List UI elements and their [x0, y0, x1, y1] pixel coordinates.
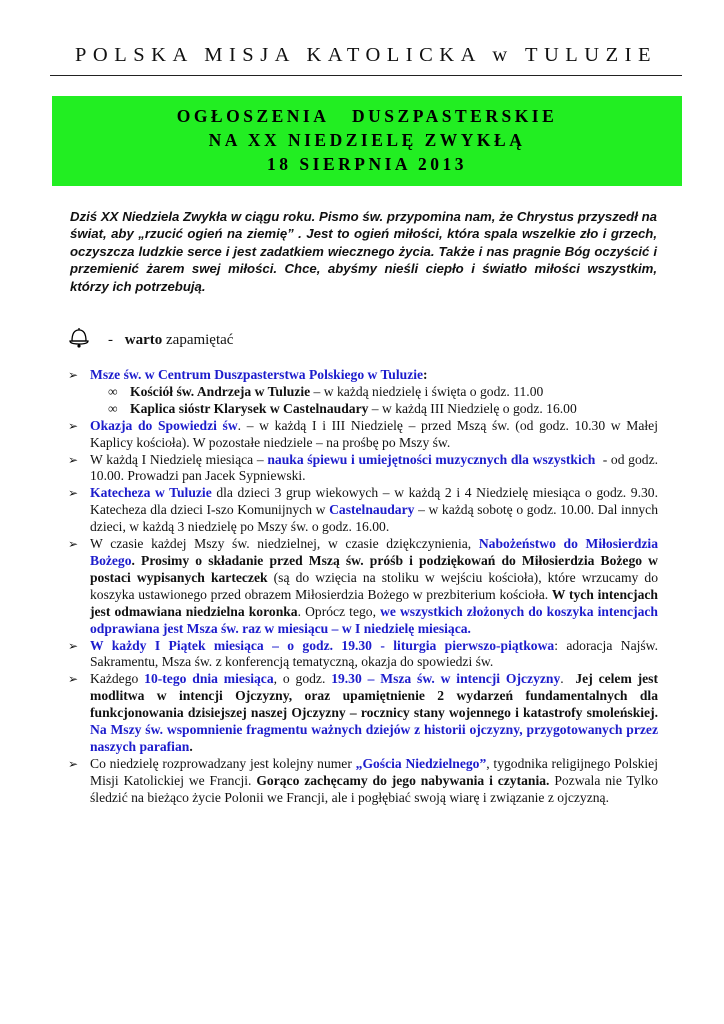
gosc-intro: Co niedzielę rozprowadzany jest kolejny numer [90, 755, 356, 771]
homeland-intro: Każdego [90, 671, 145, 687]
music-intro: W każdą I Niedzielę miesiąca – [90, 451, 268, 467]
mercy-text: . Prosimy o [131, 552, 209, 568]
list-item [68, 756, 658, 807]
chapel-time: – w każdą III Niedzielę o godz. 16.00 [368, 400, 577, 416]
catechesis-text-2: – w każdą sobotę o godz. 10.00. Dal innych dzieci, w każdą 3 niedzielę po Mszy św. o godz. 16.00. [90, 502, 658, 535]
homeland-sep: . [560, 671, 576, 687]
music-lesson-highlight: nauka śpiewu i umiejętności muzycznych dla wszystkich [267, 451, 596, 467]
list-item [68, 367, 658, 384]
mercy-basket-text: (są do wzięcia na stoliku w wejściu kościoła), które wrzucamy do koszyka ustawionego przed obrazem Miłosierdzia Bożego w prezbiterium kościoła. [90, 569, 658, 602]
mercy-more: . Oprócz tego, [297, 603, 381, 619]
colon: : [423, 367, 428, 382]
arrow-right-icon: ➢ [68, 756, 79, 771]
homeland-period: . [189, 738, 193, 754]
catechesis-heading: Katecheza w Tuluzie [90, 485, 212, 501]
intro-paragraph: Dziś XX Niedziela Zwykła w ciągu roku. Pismo św. przypomina nam, że Chrystus przyszedł na świat, aby „rzucić ogień na ziemię” . Jest to ogień miłości, która spala wszelkie zło i grzech, oczyszcza ludzkie serce i jest zadatkiem wiecznego życia. Także i nas pragnie Bóg oczyścić i przemienić żarem swej miłości. Chce, abyśmy nieśli ciepło i światło miłości wszystkim, którzy ich potrzebują. [70, 209, 657, 294]
mercy-monthly-mass: we wszystkich złożonych do koszyka intencjach odprawiana jest Msza św. raz w miesiącu – w I niedzielę miesiąca. [90, 603, 658, 636]
gosc-desc: , tygodnika religijnego Polskiej Misji Katolickiej we Francji. [90, 755, 658, 788]
remember-dash: - [108, 332, 113, 348]
banner-line-1: OGŁOSZENIA DUSZPASTERSKIE [176, 106, 558, 126]
homeland-history: Na Mszy św. wspomnienie fragmentu ważnych dziejów z historii ojczyzny, przygotowanych przez naszych parafian [90, 722, 658, 754]
list-item [68, 536, 658, 637]
church-name: Kościół św. Andrzeja w Tuluzie [130, 383, 311, 399]
arrow-right-icon: ➢ [68, 672, 79, 687]
list-item [68, 418, 658, 452]
arrow-right-icon: ➢ [68, 537, 79, 552]
arrow-right-icon: ➢ [68, 638, 79, 653]
arrow-right-icon: ➢ [68, 368, 79, 382]
homeland-time-label: , o godz. [273, 671, 332, 687]
list-subitem [68, 401, 658, 418]
header-divider [50, 75, 682, 76]
list-subitem [68, 384, 658, 401]
mercy-requests: składanie przed Mszą św. próśb i podziękowań do Miłosierdzia Bożego w postaci wypisanych karteczek [90, 552, 659, 585]
banner-line-3: 18 SIERPNIA 2013 [267, 154, 467, 174]
homeland-purpose: Jej celem jest modlitwa w intencji Ojczyzny, oraz upamiętnienie 2 wydarzeń fundamentalnych dla funkcjonowania dzisiejszej naszej Ojczyzny – rocznicy stany wojennego i katastrofy smoleńskiej. [90, 671, 658, 721]
remember-bold: warto [124, 332, 163, 348]
infinity-icon: ∞ [108, 400, 118, 416]
arrow-right-icon: ➢ [68, 486, 79, 501]
arrow-right-icon: ➢ [68, 452, 79, 467]
infinity-icon: ∞ [108, 383, 118, 399]
music-time: - od godz. 10.00. Prowadzi pan Jacek Sypniewski. [90, 451, 662, 484]
first-friday-text: : adoracja Najśw. Sakramentu, Msza św. z konferencją tematyczną, okazja do spowiedzi św. [90, 637, 658, 670]
catechesis-text: dla dzieci 3 grup wiekowych – w każdą 2 i 4 Niedzielę miesiąca o godz. 9.30. Katecheza dla dzieci I-szo Komunijnych w [90, 485, 658, 518]
first-friday-heading: W każdy I Piątek miesiąca – o godz. 19.30 - liturgia pierwszo-piątkowa [90, 637, 555, 653]
mercy-devotion-highlight: Nabożeństwo do Miłosierdzia Bożego [90, 536, 658, 568]
gosc-end: Pozwala nie Tylko śledzić na bieżąco życie Polonii we Francji, ale i pogłębiać swoją wiarę i związanie z ojczyzną. [90, 772, 658, 805]
arrow-right-icon: ➢ [68, 418, 79, 433]
mass-schedule-heading: Msze św. w Centrum Duszpasterstwa Polskiego w Tuluzie [90, 367, 424, 382]
church-time: – w każdą niedzielę i święta o godz. 11.00 [310, 383, 544, 399]
list-item [68, 451, 662, 486]
homeland-mass: 19.30 – Msza św. w intencji Ojczyzny [331, 671, 561, 687]
confession-text: . – w każdą I i III Niedzielę – przed Mszą św. (od godz. 10.30 w Małej Kaplicy kościoła). W pozostałe niedziele – na prośbę po Mszy św. [90, 417, 658, 450]
list-item [68, 485, 658, 536]
remember-text: zapamiętać [166, 332, 234, 348]
announcements-list [68, 367, 662, 807]
gosc-encourage: Gorąco zachęcamy do jego nabywania i czytania. [256, 772, 550, 788]
banner-line-2: NA XX NIEDZIELĘ ZWYKŁĄ [208, 130, 526, 150]
castelnaudary-highlight: Castelnaudary [329, 502, 415, 518]
remember-heading [108, 332, 233, 349]
title-banner [52, 96, 682, 186]
chapel-name: Kaplica sióstr Klarysek w Castelnaudary [130, 400, 369, 416]
gosc-title: „Gościa Niedzielnego” [355, 755, 487, 771]
list-item [68, 671, 658, 756]
homeland-day: 10-tego dnia miesiąca [144, 671, 274, 687]
mercy-intro: W czasie każdej Mszy św. niedzielnej, w czasie dziękczynienia, [90, 536, 479, 552]
list-item [68, 638, 658, 672]
confession-heading: Okazja do Spowiedzi św [90, 417, 238, 433]
bell-icon [68, 325, 90, 349]
mercy-chaplet: W tych intencjach jest odmawiana niedzielna koronka [90, 586, 658, 619]
page-header-title: POLSKA MISJA KATOLICKA w TULUZIE [75, 44, 657, 66]
